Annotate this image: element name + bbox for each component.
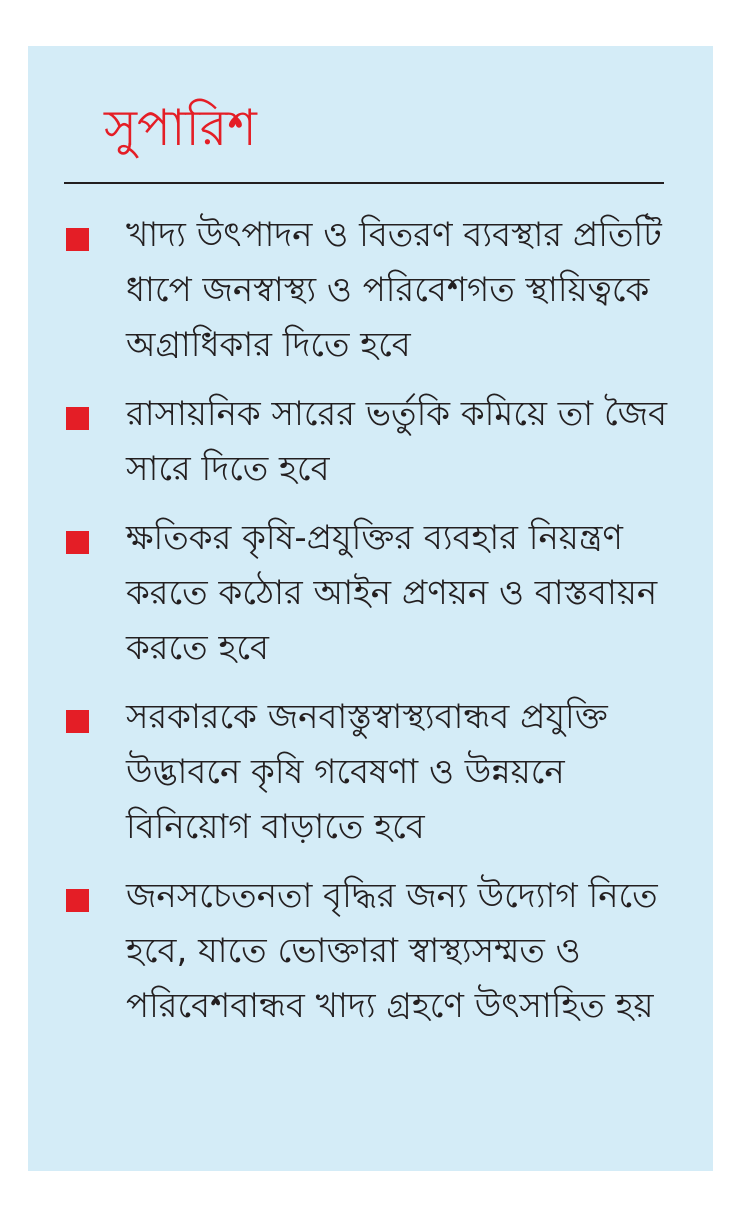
list-item-text: খাদ্য উৎপাদন ও বিতরণ ব্যবস্থার প্রতিটি ধাপে জনস্বাস্থ্য ও পরিবেশগত স্থায়িত্বকে অগ্রাধিকার দিতে হবে (126, 215, 662, 365)
list-item-text: জনসচেতনতা বৃদ্ধির জন্য উদ্যোগ নিতে হবে, যাতে ভোক্তারা স্বাস্থ্যসম্মত ও পরিবেশবান্ধব খাদ্য গ্রহণে উৎসাহিত হয় (126, 876, 658, 1026)
square-bullet-icon (66, 407, 89, 430)
square-bullet-icon (66, 531, 89, 554)
list-item-text: সরকারকে জনবাস্তুস্বাস্থ্যবান্ধব প্রযুক্তি উদ্ভাবনে কৃষি গবেষণা ও উন্নয়নে বিনিয়োগ বাড়াতে হবে (126, 697, 608, 847)
recommendations-list (66, 208, 696, 1048)
list-item-text: রাসায়নিক সারের ভর্তুকি কমিয়ে তা জৈব সারে দিতে হবে (126, 394, 668, 489)
list-item (66, 387, 696, 497)
title-divider (64, 182, 664, 184)
list-item-text: ক্ষতিকর কৃষি-প্রযুক্তির ব্যবহার নিয়ন্ত্রণ করতে কঠোর আইন প্রণয়ন ও বাস্তবায়ন করতে হবে (126, 518, 658, 668)
square-bullet-icon (66, 228, 89, 251)
list-item (66, 869, 696, 1034)
square-bullet-icon (66, 710, 89, 733)
recommendations-box (28, 46, 713, 1171)
list-item (66, 208, 696, 373)
square-bullet-icon (66, 889, 89, 912)
list-item (66, 690, 696, 855)
list-item (66, 511, 696, 676)
box-title: সুপারিশ (104, 99, 257, 157)
